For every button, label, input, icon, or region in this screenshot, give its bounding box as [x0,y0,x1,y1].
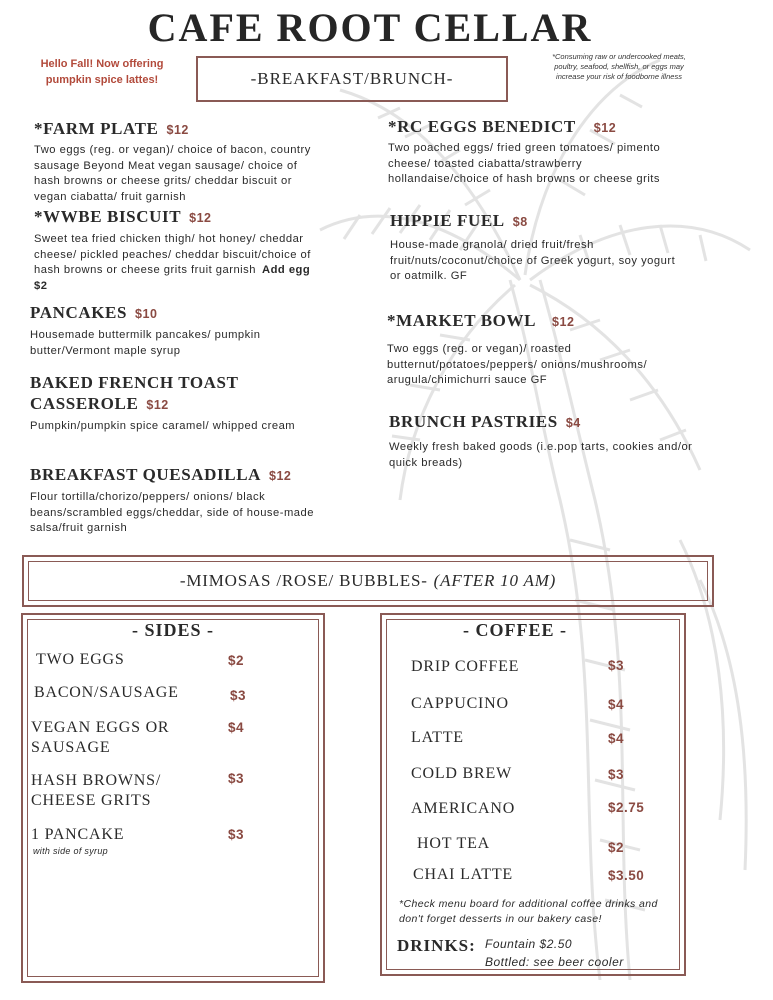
page-title: CAFE ROOT CELLAR [147,5,593,50]
item-name-row [390,210,682,233]
mimosas-text: -MIMOSAS /ROSE/ BUBBLES- [179,571,428,590]
coffee-item-price: $4 [608,731,625,746]
food-warning: *Consuming raw or undercooked meats, poultry, seafood, shellfish, or eggs may increase your risk of foodborne illness [552,52,686,81]
item-name-row [388,116,678,139]
item-description: Two poached eggs/ fried green tomatoes/ pimento cheese/ toasted ciabatta/strawberry hollandaise/choice of hash browns or cheese grits [388,142,661,185]
menu-item [30,372,320,435]
item-price: $12 [269,469,292,483]
menu-item [34,206,320,294]
item-description: Housemade buttermilk pancakes/ pumpkin butter/Vermont maple syrup [30,329,261,357]
coffee-item-name: AMERICANO [411,800,516,817]
item-name-row [34,206,320,229]
coffee-title: - COFFEE - [463,620,567,640]
item-description: Two eggs (reg. or vegan)/ roasted butternut/potatoes/peppers/ onions/mushrooms/ arugula/chimichurri sauce GF [387,343,648,386]
item-description [34,232,320,294]
item-name-line2: CASSEROLE [30,394,139,413]
item-price: $12 [552,315,575,329]
item-name: HIPPIE FUEL [390,211,505,230]
item-name-row [387,310,689,333]
menu-item [30,302,320,359]
side-item-price: $2 [228,653,245,668]
drinks-bottled: Bottled: see beer cooler [485,955,624,969]
item-name-row [30,302,320,325]
side-item-price: $3 [228,827,245,842]
coffee-item-name: COLD BREW [411,765,512,782]
coffee-item-name: CAPPUCINO [411,695,509,712]
mimosas-note: (AFTER 10 AM) [433,571,557,590]
side-item-price: $3 [230,688,247,703]
item-description: House-made granola/ dried fruit/fresh fruit/nuts/coconut/choice of Greek yogurt, soy yogurt or oatmilk. GF [390,239,676,282]
coffee-item-price: $3.50 [608,868,645,883]
coffee-item-price: $2.75 [608,800,645,815]
menu-item [387,310,689,389]
item-description: Two eggs (reg. or vegan)/ choice of bacon, country sausage Beyond Meat vegan sausage/ choice of hash browns or cheese grits/ cheddar biscuit or vegan ciabatta/ fruit garnish [34,144,311,203]
item-name-row [34,118,314,141]
promo-text: Hello Fall! Now offering pumpkin spice lattes! [40,58,164,86]
breakfast-section-label: -BREAKFAST/BRUNCH- [250,69,454,88]
side-item-name-line2: SAUSAGE [31,739,111,756]
item-name: *WWBE BISCUIT [34,207,182,226]
mimosas-banner-inner-border [28,561,708,601]
side-item-name: BACON/SAUSAGE [34,684,179,701]
coffee-item-name: LATTE [411,729,464,746]
item-name-line1: BAKED FRENCH TOAST [30,373,239,392]
item-description: Weekly fresh baked goods (i.e.pop tarts, cookies and/or quick breads) [389,441,693,469]
menu-item [390,210,682,285]
coffee-item-name: DRIP COFFEE [411,658,520,675]
item-price: $8 [512,215,528,229]
item-name: PANCAKES [30,303,128,322]
menu-item [34,118,314,205]
item-name: *MARKET BOWL [387,311,537,330]
item-price: $10 [135,307,158,321]
coffee-item-price: $3 [608,658,625,673]
mimosas-banner [22,555,714,607]
drinks-label: DRINKS: [397,936,476,955]
side-item-name: 1 PANCAKE [31,826,125,843]
item-description: Flour tortilla/chorizo/peppers/ onions/ black beans/scrambled eggs/cheddar, side of house-made salsa/fruit garnish [30,491,314,534]
coffee-item-price: $3 [608,767,625,782]
side-item-name-line1: VEGAN EGGS OR [31,719,170,736]
coffee-note: *Check menu board for additional coffee drinks and don't forget desserts in our bakery case! [399,898,658,925]
side-item-price: $3 [228,771,245,786]
side-item-name: TWO EGGS [36,651,125,668]
coffee-item-price: $2 [608,840,625,855]
breakfast-section-title [196,56,508,102]
coffee-item-name: HOT TEA [417,835,491,852]
side-item-name-line2: CHEESE GRITS [31,792,152,809]
item-name-row [389,411,699,434]
coffee-item-name: CHAI LATTE [413,866,513,883]
item-name-row [30,393,320,416]
menu-item [388,116,678,188]
menu-item [389,411,699,471]
item-price: $12 [593,121,617,135]
item-name: *FARM PLATE [34,119,159,138]
item-name-row [30,464,330,487]
item-price: $12 [189,211,212,225]
side-item-note: with side of syrup [33,846,108,856]
coffee-item-price: $4 [608,697,625,712]
item-price: $12 [146,398,169,412]
item-price: $4 [565,416,581,430]
sides-title: - SIDES - [131,620,215,640]
item-name: *RC EGGS BENEDICT [388,117,576,136]
item-addon: Add egg $2 [34,264,311,292]
side-item-name-line1: HASH BROWNS/ [31,772,162,789]
item-name: BREAKFAST QUESADILLA [30,465,262,484]
item-description: Pumpkin/pumpkin spice caramel/ whipped cream [30,420,296,432]
item-description-text: Sweet tea fried chicken thigh/ hot honey/ cheddar cheese/ pickled peaches/ cheddar biscuit/choice of hash browns or cheese grits fruit garnish [34,233,311,276]
drinks-fountain: Fountain $2.50 [485,937,573,951]
item-name: BRUNCH PASTRIES [389,412,558,431]
menu-item [30,464,330,537]
item-price: $12 [166,123,189,137]
side-item-price: $4 [228,720,245,735]
